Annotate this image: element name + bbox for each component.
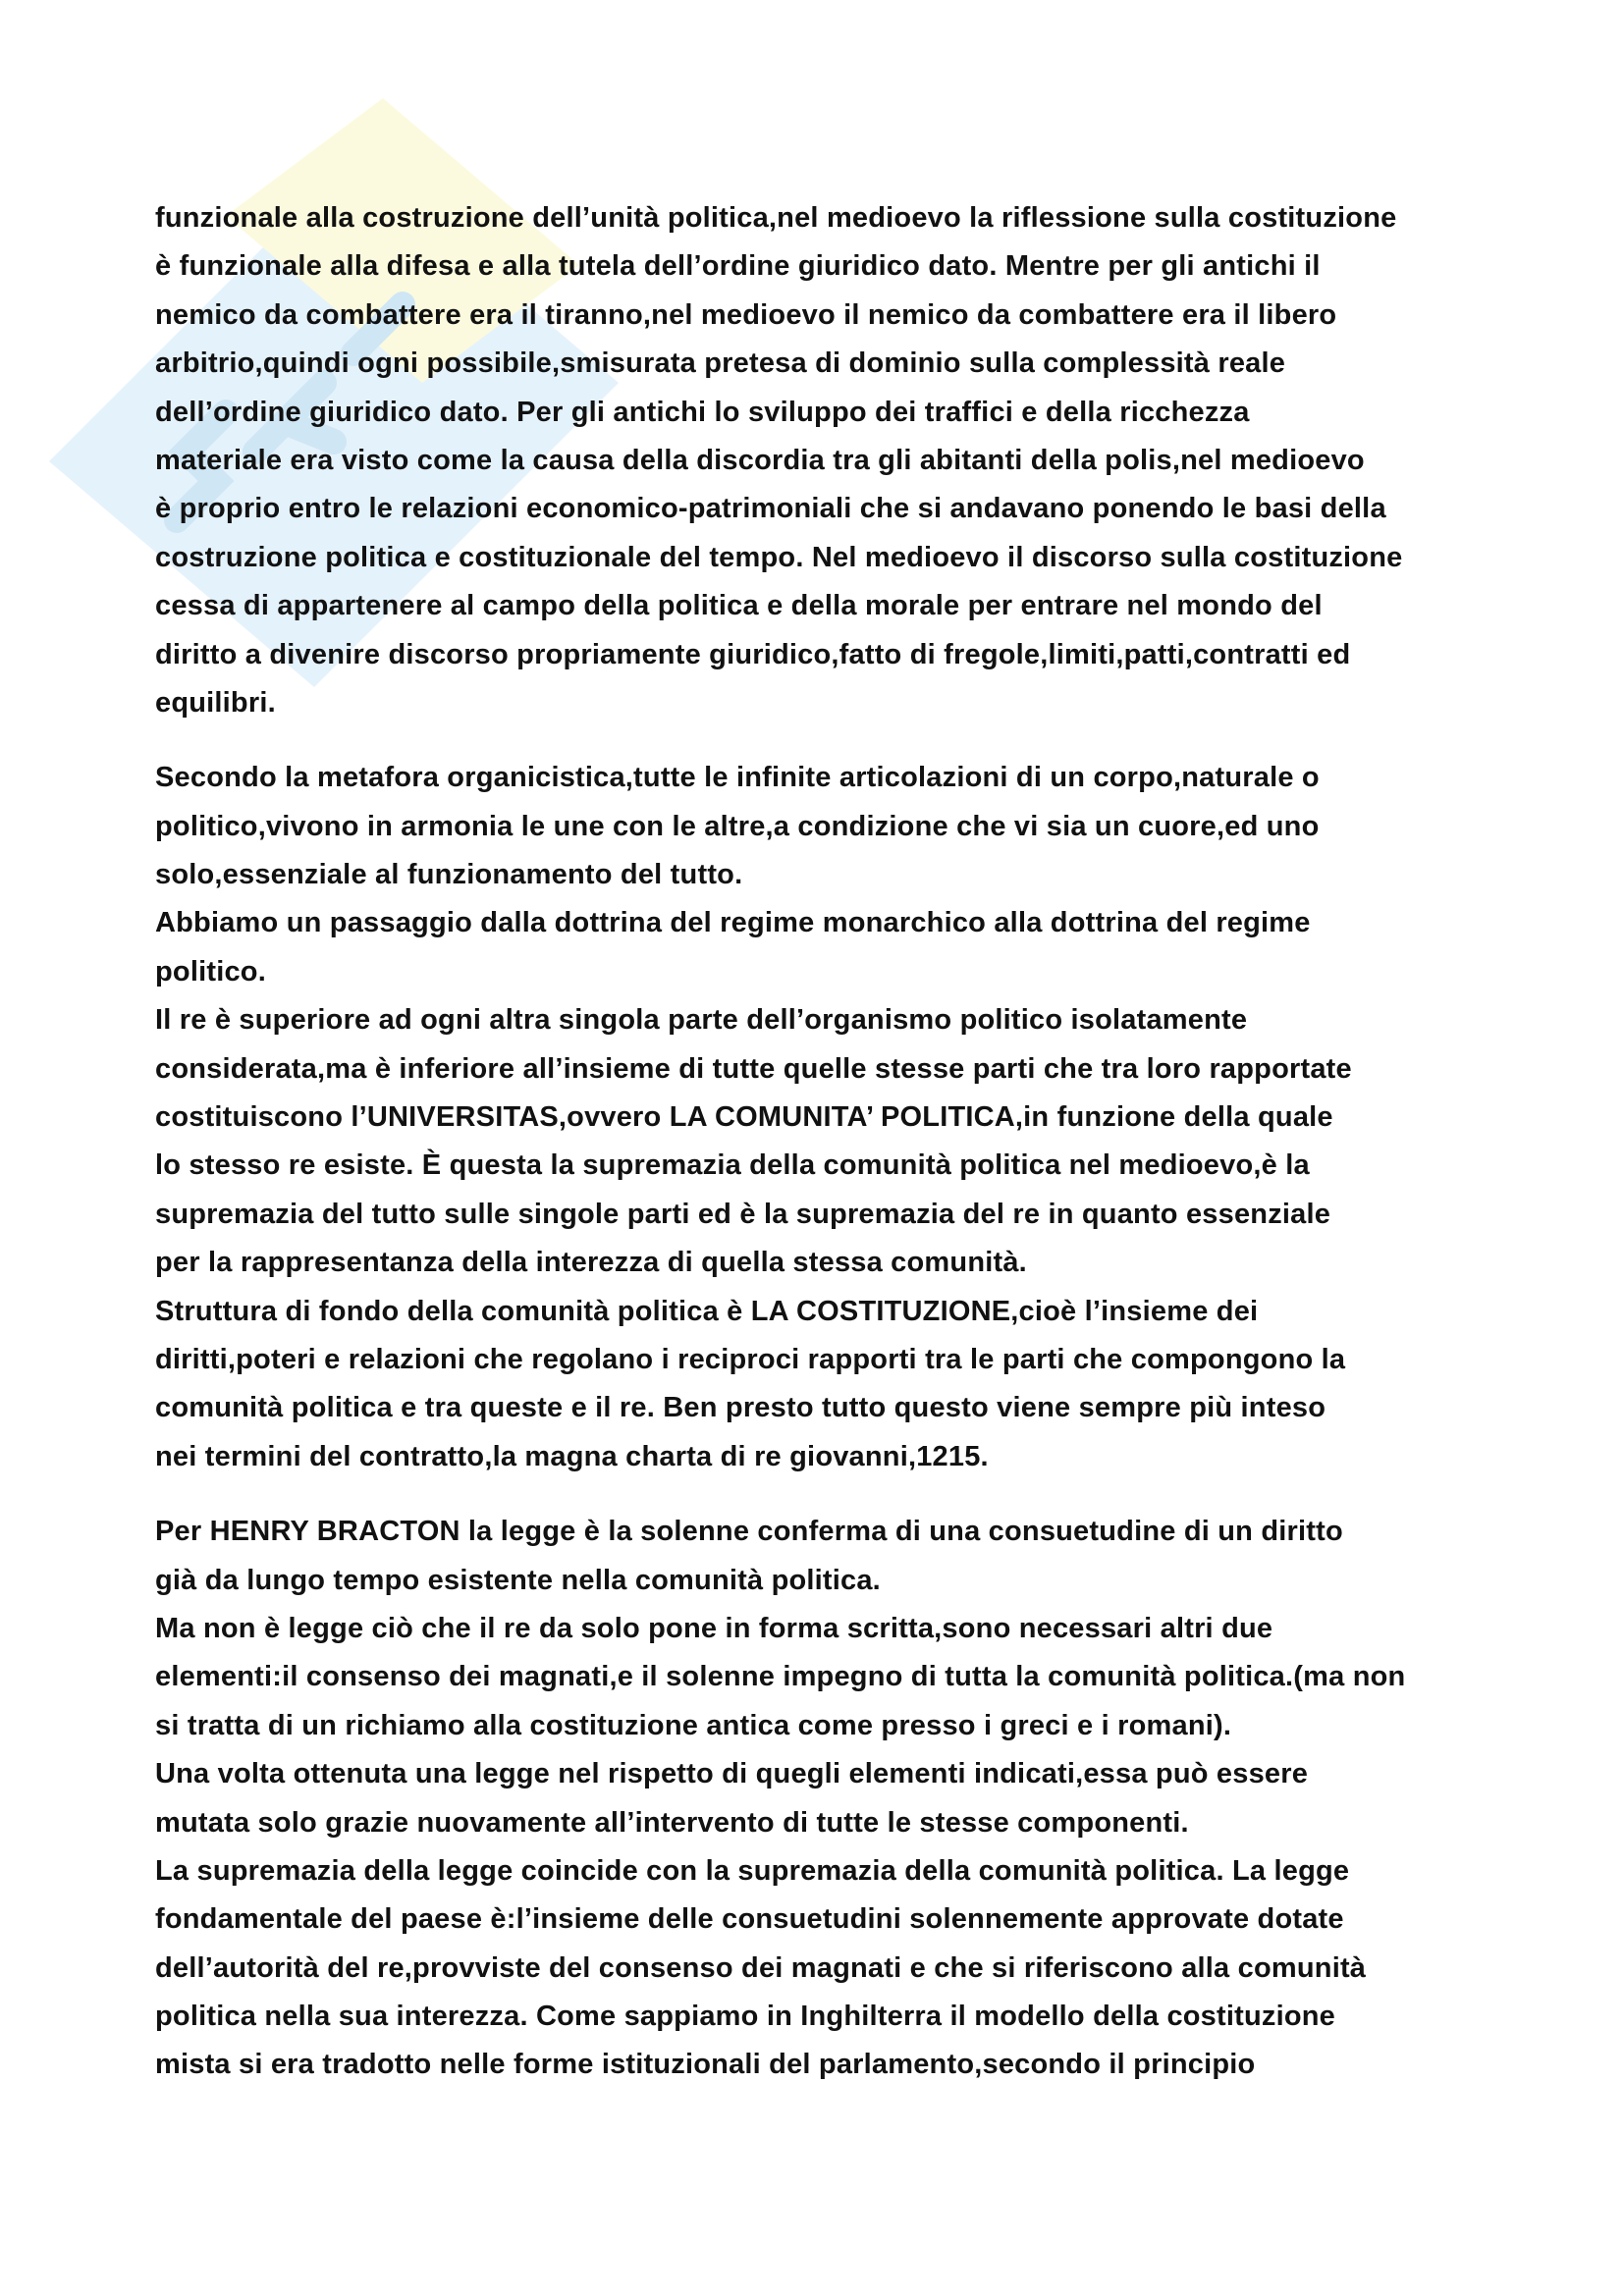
paragraph — [155, 754, 1490, 1481]
text-line: solo,essenziale al funzionamento del tutto. — [155, 859, 743, 891]
text-line: è funzionale alla difesa e alla tutela dell’ordine giuridico dato. Mentre per gli antichi il — [155, 250, 1321, 283]
text-line: materiale era visto come la causa della discordia tra gli abitanti della polis,nel medioevo — [155, 444, 1365, 476]
text-line: fondamentale del paese è:l’insieme delle consuetudini solennemente approvate dotate — [155, 1903, 1344, 1936]
paragraph — [155, 1508, 1490, 2090]
text-line: comunità politica e tra queste e il re. Ben presto tutto questo viene sempre più inteso — [155, 1392, 1326, 1424]
paragraph-gap — [155, 1481, 1490, 1508]
text-line: lo stesso re esiste. È questa la supremazia della comunità politica nel medioevo,è la — [155, 1149, 1310, 1182]
text-line: funzionale alla costruzione dell’unità politica,nel medioevo la riflessione sulla costituzione — [155, 202, 1397, 234]
text-line: per la rappresentanza della interezza di quella stessa comunità. — [155, 1247, 1027, 1279]
text-line: cessa di appartenere al campo della politica e della morale per entrare nel mondo del — [155, 590, 1323, 622]
text-line: costruzione politica e costituzionale del tempo. Nel medioevo il discorso sulla costituzione — [155, 541, 1403, 573]
text-line: Struttura di fondo della comunità politica è LA COSTITUZIONE,cioè l’insieme dei — [155, 1295, 1259, 1327]
text-line: politica nella sua interezza. Come sappiamo in Inghilterra il modello della costituzione — [155, 2001, 1336, 2033]
paragraph — [155, 194, 1490, 727]
text-line: nei termini del contratto,la magna charta di re giovanni,1215. — [155, 1440, 989, 1472]
text-line: Una volta ottenuta una legge nel rispetto di quegli elementi indicati,essa può essere — [155, 1758, 1309, 1790]
text-line: politico,vivono in armonia le une con le altre,a condizione che vi sia un cuore,ed uno — [155, 810, 1320, 842]
text-line: è proprio entro le relazioni economico-patrimoniali che si andavano ponendo le basi della — [155, 493, 1386, 525]
text-line: supremazia del tutto sulle singole parti ed è la supremazia del re in quanto essenziale — [155, 1198, 1331, 1230]
text-line: nemico da combattere era il tiranno,nel medioevo il nemico da combattere era il libero — [155, 298, 1337, 331]
text-line: considerata,ma è inferiore all’insieme di tutte quelle stesse parti che tra loro rapportate — [155, 1052, 1352, 1085]
text-line: già da lungo tempo esistente nella comunità politica. — [155, 1564, 881, 1596]
document-body — [155, 194, 1490, 2090]
text-line: si tratta di un richiamo alla costituzione antica come presso i greci e i romani). — [155, 1709, 1232, 1741]
text-line: arbitrio,quindi ogni possibile,smisurata pretesa di dominio sulla complessità reale — [155, 347, 1286, 380]
text-line: equilibri. — [155, 686, 276, 719]
text-line: mutata solo grazie nuovamente all’intervento di tutte le stesse componenti. — [155, 1806, 1189, 1839]
text-line: Secondo la metafora organicistica,tutte le infinite articolazioni di un corpo,naturale o — [155, 762, 1320, 794]
text-line: elementi:il consenso dei magnati,e il solenne impegno di tutta la comunità politica.(ma non — [155, 1661, 1406, 1693]
text-line: Per HENRY BRACTON la legge è la solenne conferma di una consuetudine di un diritto — [155, 1516, 1343, 1548]
text-line: Ma non è legge ciò che il re da solo pone in forma scritta,sono necessari altri due — [155, 1612, 1273, 1644]
text-line: dell’autorità del re,provviste del consenso dei magnati e che si riferiscono alla comunità — [155, 1951, 1367, 1984]
text-line: politico. — [155, 955, 266, 988]
paragraph-gap — [155, 727, 1490, 754]
text-line: dell’ordine giuridico dato. Per gli antichi lo sviluppo dei traffici e della ricchezza — [155, 396, 1250, 428]
text-line: La supremazia della legge coincide con la supremazia della comunità politica. La legge — [155, 1854, 1350, 1887]
text-line: diritto a divenire discorso propriamente giuridico,fatto di fregole,limiti,patti,contratti ed — [155, 638, 1351, 670]
text-line: Il re è superiore ad ogni altra singola parte dell’organismo politico isolatamente — [155, 1004, 1248, 1037]
text-line: diritti,poteri e relazioni che regolano i reciproci rapporti tra le parti che compongono la — [155, 1343, 1346, 1375]
text-line: Abbiamo un passaggio dalla dottrina del regime monarchico alla dottrina del regime — [155, 907, 1311, 939]
text-line: mista si era tradotto nelle forme istituzionali del parlamento,secondo il principio — [155, 2049, 1256, 2081]
text-line: costituiscono l’UNIVERSITAS,ovvero LA COMUNITA’ POLITICA,in funzione della quale — [155, 1101, 1333, 1134]
